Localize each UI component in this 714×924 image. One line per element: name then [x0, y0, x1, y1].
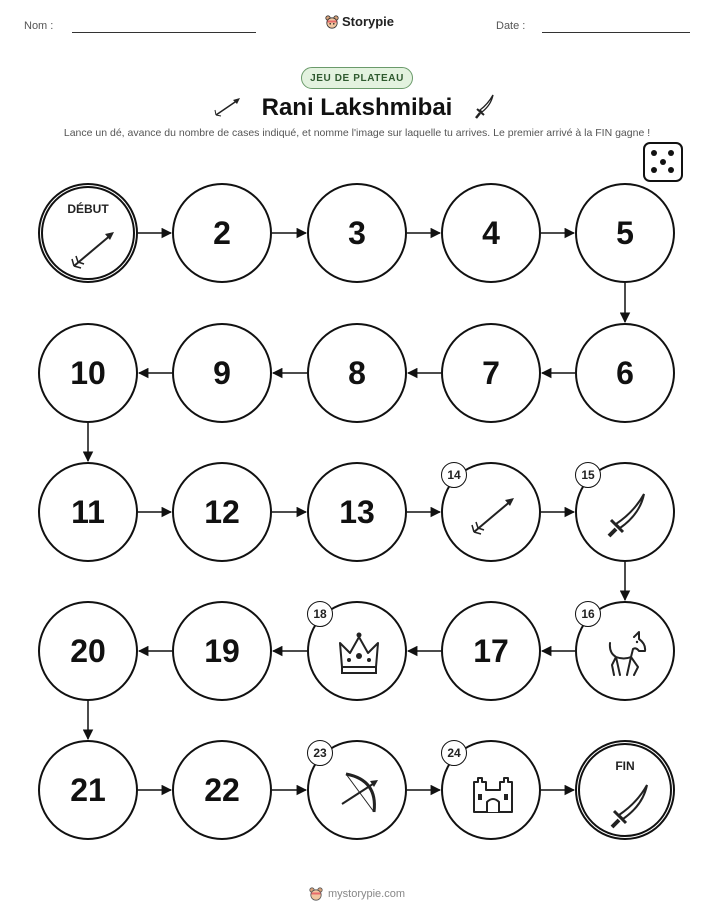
space-number: 19	[204, 632, 240, 669]
board-space	[441, 601, 541, 701]
arrow-icon	[68, 224, 118, 274]
board-space	[307, 323, 407, 423]
bear-icon	[309, 887, 323, 901]
space-number: 21	[70, 771, 106, 808]
board-space	[441, 462, 541, 562]
sword-icon	[605, 781, 655, 831]
board-space	[38, 601, 138, 701]
space-number: 3	[348, 214, 366, 251]
space-caption: DÉBUT	[67, 202, 109, 216]
horse-icon	[602, 629, 652, 679]
footer	[0, 887, 714, 901]
space-number-badge: 24	[441, 740, 467, 766]
space-number: 7	[482, 354, 500, 391]
date-label: Date :	[496, 20, 526, 32]
board-space	[172, 183, 272, 283]
castle-icon	[468, 768, 518, 818]
space-caption: FIN	[615, 759, 635, 773]
board-space	[172, 323, 272, 423]
space-number-badge: 18	[307, 601, 333, 627]
board-space	[172, 601, 272, 701]
space-number: 4	[482, 214, 500, 251]
board-space	[172, 740, 272, 840]
space-number: 20	[70, 632, 106, 669]
sword-icon	[602, 490, 652, 540]
space-number: 8	[348, 354, 366, 391]
space-number: 13	[339, 493, 375, 530]
footer-url: mystorypie.com	[327, 888, 406, 900]
board-space	[307, 740, 407, 840]
space-number: 17	[473, 632, 509, 669]
instructions: Lance un dé, avance du nombre de cases indiqué, et nomme l'image sur laquelle tu arrives. Le premier arrivé à la FIN gagne !	[63, 127, 651, 139]
space-number: 9	[213, 354, 231, 391]
board-space	[441, 323, 541, 423]
space-number-badge: 15	[575, 462, 601, 488]
board-space	[307, 601, 407, 701]
space-number: 12	[204, 493, 240, 530]
space-number: 10	[70, 354, 106, 391]
name-label: Nom :	[24, 20, 54, 32]
space-number: 11	[71, 493, 105, 530]
start-space	[38, 183, 138, 283]
finish-space	[575, 740, 675, 840]
bow-icon	[334, 768, 384, 818]
board-space	[307, 183, 407, 283]
board-space	[38, 323, 138, 423]
arrow-icon	[468, 490, 518, 540]
board-space	[307, 462, 407, 562]
board-space	[38, 740, 138, 840]
game-type-badge: JEU DE PLATEAU	[301, 67, 413, 89]
space-number-badge: 23	[307, 740, 333, 766]
board-space	[575, 462, 675, 562]
board-space	[441, 183, 541, 283]
board-space	[441, 740, 541, 840]
space-number: 5	[616, 214, 634, 251]
space-number: 2	[213, 214, 231, 251]
brand-name: Storypie	[342, 14, 395, 29]
board-space	[575, 183, 675, 283]
crown-icon	[334, 629, 384, 679]
space-number-badge: 16	[575, 601, 601, 627]
board-space	[172, 462, 272, 562]
page-title: Rani Lakshmibai	[261, 94, 453, 121]
board-space	[38, 462, 138, 562]
space-number: 22	[204, 771, 240, 808]
space-number-badge: 14	[441, 462, 467, 488]
board-space	[575, 323, 675, 423]
board-space	[575, 601, 675, 701]
space-number: 6	[616, 354, 634, 391]
